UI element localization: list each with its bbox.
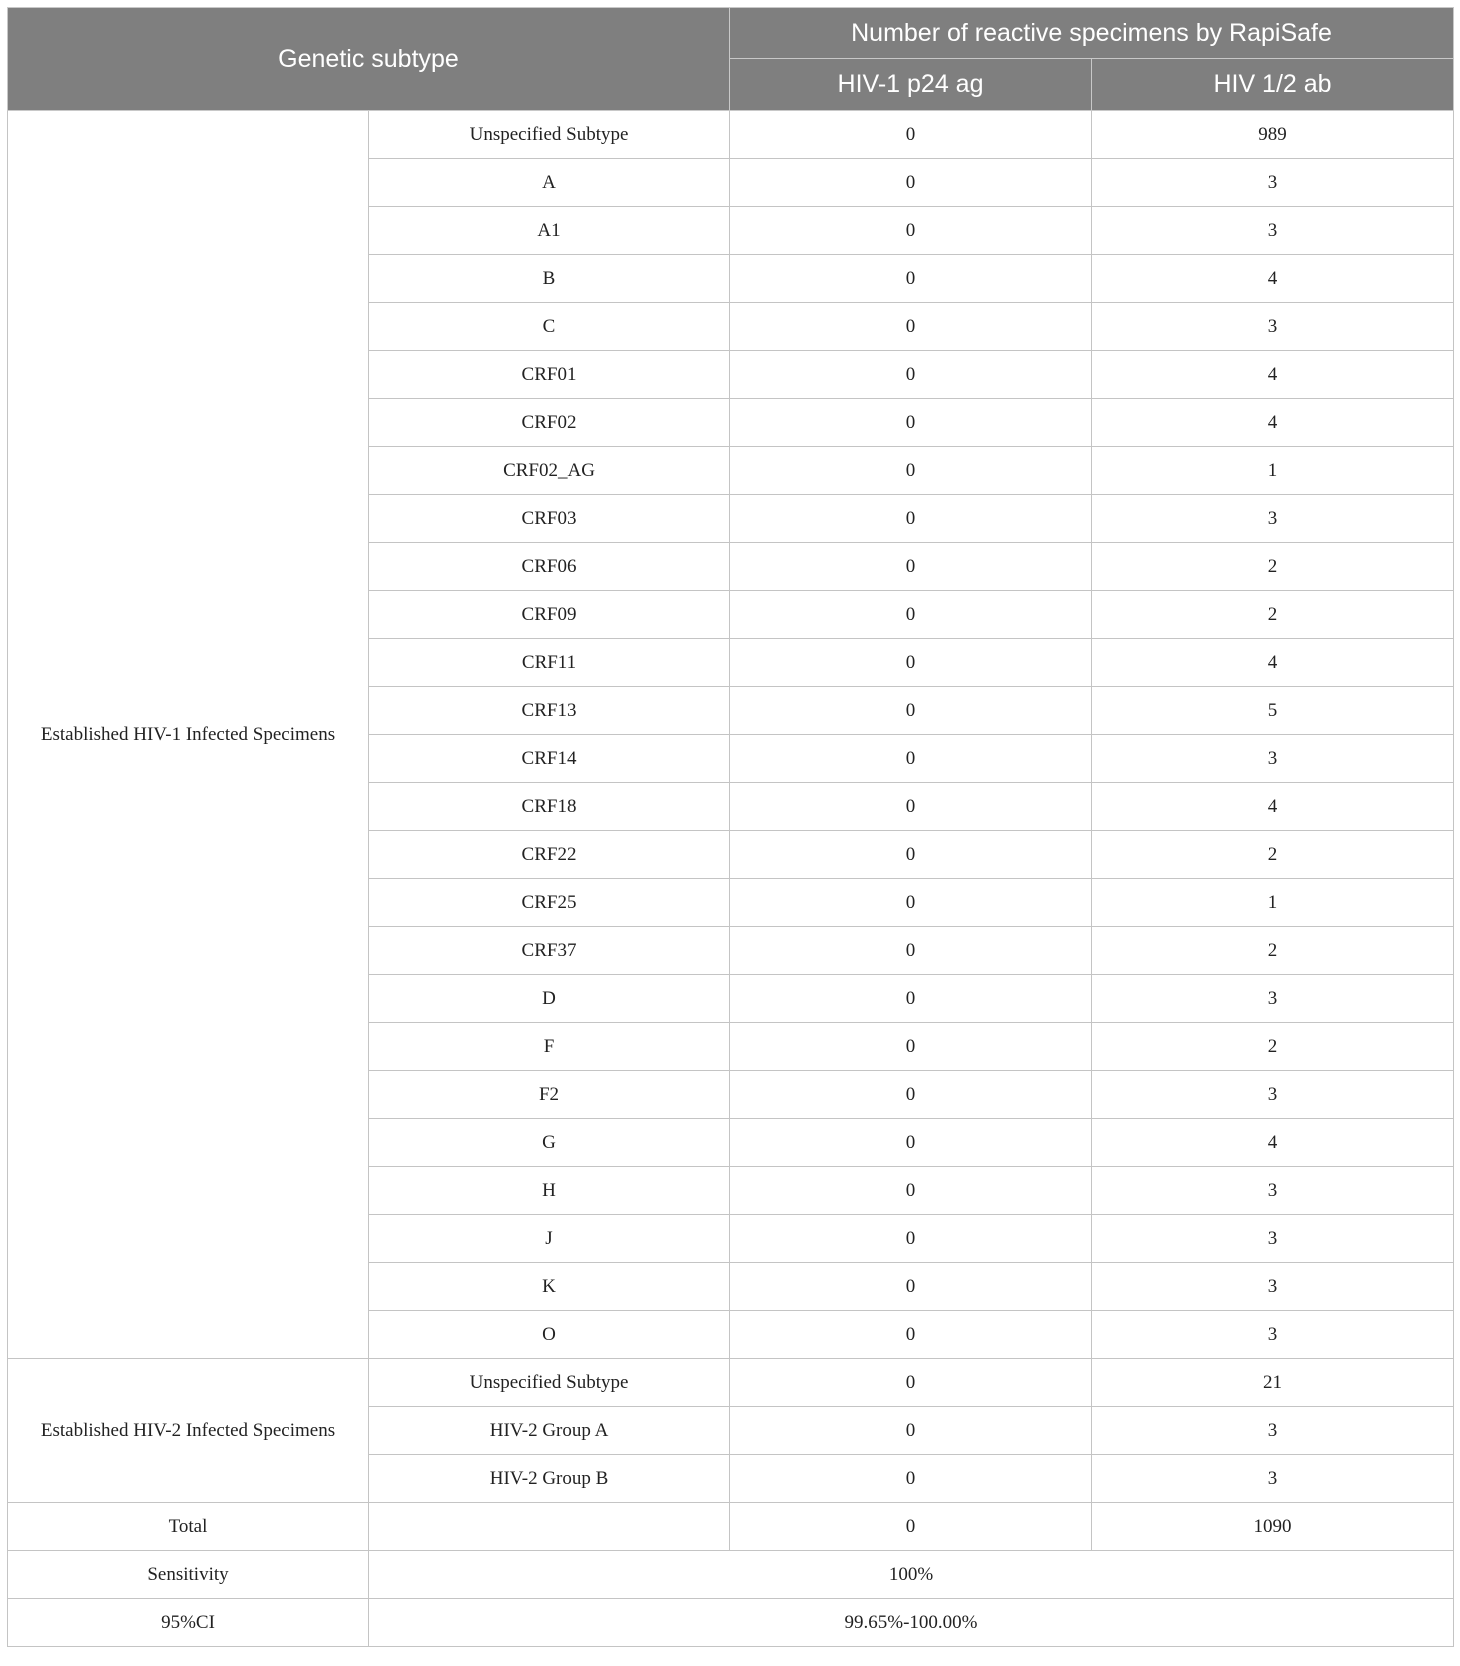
reactive-specimens-table [7,7,1454,1647]
subtype-cell: CRF22 [369,831,730,879]
table-row [8,111,1454,159]
subtype-cell: F2 [369,1071,730,1119]
subtype-cell: Unspecified Subtype [369,1359,730,1407]
ab-cell: 4 [1092,399,1454,447]
p24-ag-cell: 0 [730,879,1092,927]
ab-cell: 2 [1092,543,1454,591]
subtype-cell: H [369,1167,730,1215]
p24-ag-cell: 0 [730,1311,1092,1359]
p24-ag-header: HIV-1 p24 ag [730,59,1092,111]
ab-cell: 3 [1092,1263,1454,1311]
subtype-cell: CRF03 [369,495,730,543]
subtype-cell: CRF02_AG [369,447,730,495]
reactive-specimens-group-header: Number of reactive specimens by RapiSafe [730,8,1454,59]
subtype-cell: O [369,1311,730,1359]
ab-cell: 3 [1092,1455,1454,1503]
subtype-cell: CRF37 [369,927,730,975]
p24-ag-cell: 0 [730,639,1092,687]
ab-cell: 3 [1092,159,1454,207]
p24-ag-cell: 0 [730,111,1092,159]
specimen-group-label: Established HIV-2 Infected Specimens [8,1359,369,1503]
subtype-cell: J [369,1215,730,1263]
subtype-cell: C [369,303,730,351]
p24-ag-cell: 0 [730,159,1092,207]
total-subtype-cell [369,1503,730,1551]
p24-ag-cell: 0 [730,255,1092,303]
subtype-cell: CRF25 [369,879,730,927]
p24-ag-cell: 0 [730,591,1092,639]
p24-ag-cell: 0 [730,975,1092,1023]
p24-ag-cell: 0 [730,927,1092,975]
p24-ag-cell: 0 [730,303,1092,351]
ci-row [8,1599,1454,1647]
p24-ag-cell: 0 [730,351,1092,399]
ab-cell: 3 [1092,207,1454,255]
genetic-subtype-header: Genetic subtype [8,8,730,111]
p24-ag-cell: 0 [730,447,1092,495]
p24-ag-cell: 0 [730,207,1092,255]
results-table-container [7,7,1453,1647]
p24-ag-cell: 0 [730,495,1092,543]
p24-ag-cell: 0 [730,1407,1092,1455]
subtype-cell: A1 [369,207,730,255]
subtype-cell: B [369,255,730,303]
subtype-cell: K [369,1263,730,1311]
table-row [8,1359,1454,1407]
ab-cell: 3 [1092,1407,1454,1455]
ab-cell: 4 [1092,783,1454,831]
header-row-1 [8,8,1454,59]
subtype-cell: A [369,159,730,207]
specimen-group-label: Established HIV-1 Infected Specimens [8,111,369,1359]
ab-cell: 3 [1092,303,1454,351]
ab-cell: 989 [1092,111,1454,159]
p24-ag-cell: 0 [730,1359,1092,1407]
ab-cell: 21 [1092,1359,1454,1407]
p24-ag-cell: 0 [730,831,1092,879]
subtype-cell: HIV-2 Group A [369,1407,730,1455]
p24-ag-cell: 0 [730,735,1092,783]
p24-ag-cell: 0 [730,543,1092,591]
ab-header: HIV 1/2 ab [1092,59,1454,111]
ab-cell: 3 [1092,735,1454,783]
p24-ag-cell: 0 [730,1167,1092,1215]
p24-ag-cell: 0 [730,1023,1092,1071]
ab-cell: 3 [1092,1215,1454,1263]
p24-ag-cell: 0 [730,1071,1092,1119]
sensitivity-label: Sensitivity [8,1551,369,1599]
total-p24-ag: 0 [730,1503,1092,1551]
ab-cell: 2 [1092,927,1454,975]
ab-cell: 3 [1092,495,1454,543]
subtype-cell: CRF11 [369,639,730,687]
total-ab: 1090 [1092,1503,1454,1551]
ab-cell: 4 [1092,1119,1454,1167]
p24-ag-cell: 0 [730,399,1092,447]
sensitivity-row [8,1551,1454,1599]
subtype-cell: F [369,1023,730,1071]
ab-cell: 2 [1092,1023,1454,1071]
ab-cell: 4 [1092,639,1454,687]
ab-cell: 3 [1092,1071,1454,1119]
ci-value: 99.65%-100.00% [369,1599,1454,1647]
p24-ag-cell: 0 [730,687,1092,735]
ab-cell: 1 [1092,879,1454,927]
ab-cell: 2 [1092,591,1454,639]
table-header [8,8,1454,111]
p24-ag-cell: 0 [730,1455,1092,1503]
ab-cell: 3 [1092,1311,1454,1359]
subtype-cell: HIV-2 Group B [369,1455,730,1503]
subtype-cell: CRF18 [369,783,730,831]
subtype-cell: CRF02 [369,399,730,447]
p24-ag-cell: 0 [730,1119,1092,1167]
subtype-cell: D [369,975,730,1023]
total-label: Total [8,1503,369,1551]
subtype-cell: Unspecified Subtype [369,111,730,159]
ab-cell: 3 [1092,975,1454,1023]
p24-ag-cell: 0 [730,1215,1092,1263]
subtype-cell: CRF01 [369,351,730,399]
ab-cell: 4 [1092,351,1454,399]
subtype-cell: G [369,1119,730,1167]
subtype-cell: CRF06 [369,543,730,591]
subtype-cell: CRF13 [369,687,730,735]
p24-ag-cell: 0 [730,783,1092,831]
ab-cell: 3 [1092,1167,1454,1215]
sensitivity-value: 100% [369,1551,1454,1599]
ab-cell: 4 [1092,255,1454,303]
subtype-cell: CRF09 [369,591,730,639]
total-row [8,1503,1454,1551]
ab-cell: 1 [1092,447,1454,495]
ab-cell: 5 [1092,687,1454,735]
ab-cell: 2 [1092,831,1454,879]
table-body [8,111,1454,1647]
p24-ag-cell: 0 [730,1263,1092,1311]
subtype-cell: CRF14 [369,735,730,783]
ci-label: 95%CI [8,1599,369,1647]
